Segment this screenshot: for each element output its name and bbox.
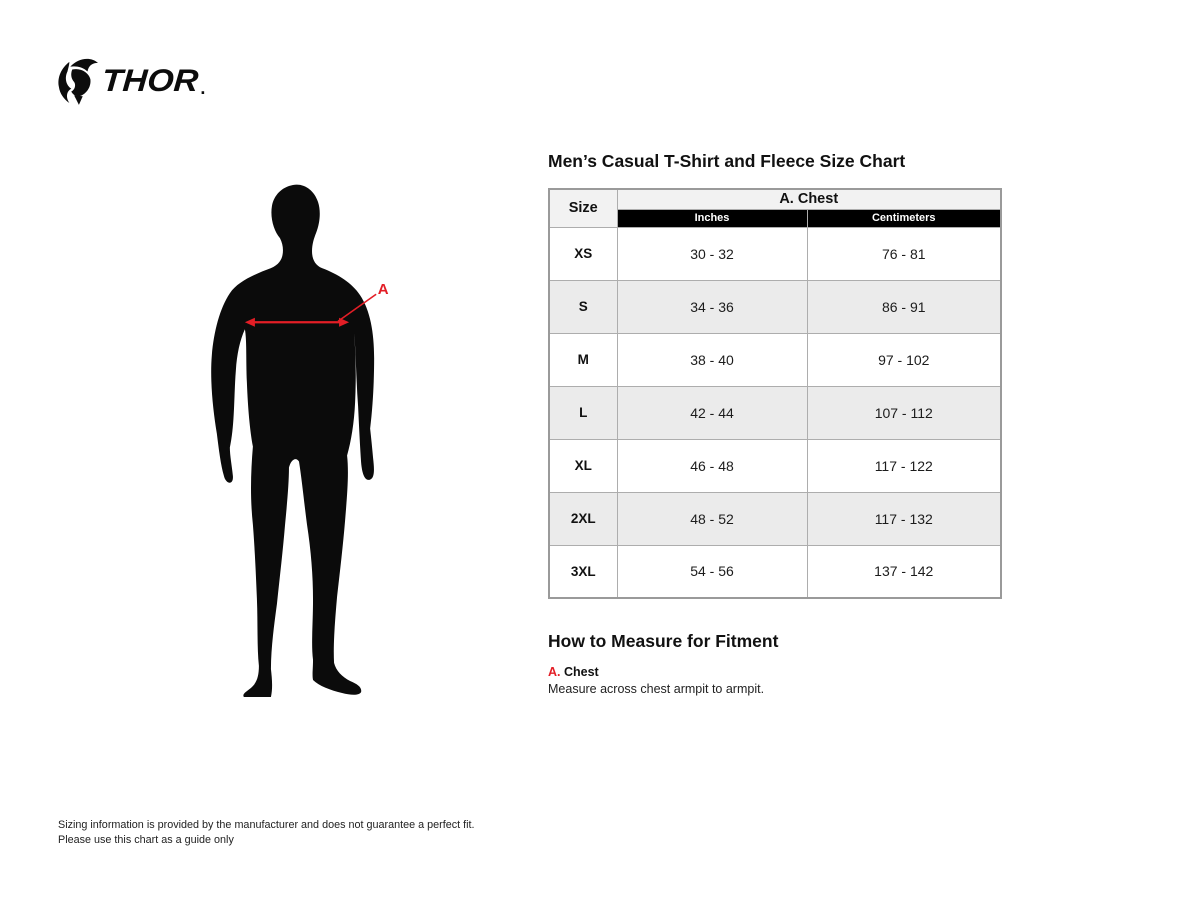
body-measurement-figure [208,182,400,700]
size-column-header: Size [549,189,617,227]
measure-letter: A. [548,665,561,679]
table-row [549,439,1001,492]
size-value-cell: 137 - 142 [807,545,1001,598]
size-value-cell: 34 - 36 [617,280,807,333]
size-value-cell: 86 - 91 [807,280,1001,333]
table-row [549,333,1001,386]
size-table-body [549,227,1001,598]
measure-description: Measure across chest armpit to armpit. [548,682,765,696]
table-row [549,227,1001,280]
table-row [549,386,1001,439]
thor-logo [56,57,205,105]
size-value-cell: 42 - 44 [617,386,807,439]
table-row [549,280,1001,333]
disclaimer-line-1: Sizing information is provided by the manufacturer and does not guarantee a perfect fit. [58,819,475,831]
size-value-cell: 117 - 132 [807,492,1001,545]
measure-item-chest [548,664,1002,698]
size-value-cell: 38 - 40 [617,333,807,386]
inches-column-header: Inches [617,209,807,227]
size-value-cell: 107 - 112 [807,386,1001,439]
size-value-cell: 30 - 32 [617,227,807,280]
measure-label: Chest [563,665,599,679]
size-label-cell: XS [549,227,617,280]
size-value-cell: 54 - 56 [617,545,807,598]
chest-marker-label: A [377,281,389,299]
size-chart-section [548,151,1002,698]
size-label-cell: S [549,280,617,333]
table-row [549,492,1001,545]
disclaimer-line-2: Please use this chart as a guide only [58,833,234,846]
size-value-cell: 117 - 122 [807,439,1001,492]
male-silhouette-graphic [208,182,400,700]
size-value-cell: 97 - 102 [807,333,1001,386]
size-label-cell: M [549,333,617,386]
size-value-cell: 76 - 81 [807,227,1001,280]
thor-helmet-icon [56,57,98,105]
table-row [549,545,1001,598]
thor-wordmark: THOR [100,63,200,99]
size-chart-title: Men’s Casual T-Shirt and Fleece Size Chart [548,151,906,171]
measure-guide-title: How to Measure for Fitment [548,631,779,651]
chest-group-header: A. Chest [617,189,1001,209]
size-table [548,188,1002,599]
size-label-cell: 3XL [549,545,617,598]
sizing-disclaimer [58,818,475,847]
size-label-cell: 2XL [549,492,617,545]
size-value-cell: 48 - 52 [617,492,807,545]
size-label-cell: L [549,386,617,439]
size-label-cell: XL [549,439,617,492]
centimeters-column-header: Centimeters [807,209,1001,227]
size-value-cell: 46 - 48 [617,439,807,492]
thor-trademark-dot: . [200,78,206,98]
